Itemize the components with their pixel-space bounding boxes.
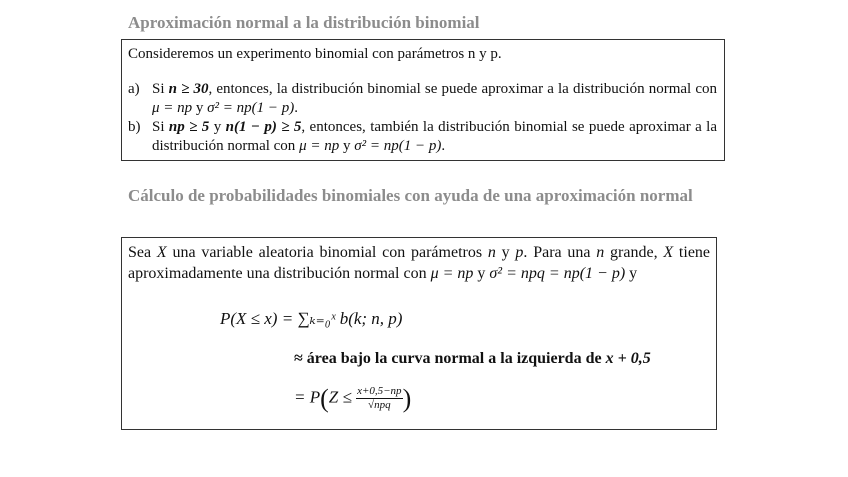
item-label: b) — [128, 119, 141, 135]
intro-text: Consideremos un experimento binomial con parámetros n y p. — [128, 46, 502, 62]
condition-formula: np ≥ 5 — [168, 119, 210, 135]
sqrt-icon: √ — [368, 399, 375, 411]
paragraph-part: y — [473, 265, 490, 282]
condition-formula: n ≥ 30 — [168, 81, 209, 97]
sqrt-radicand: npq — [374, 399, 391, 411]
item-text-part: y — [209, 119, 226, 135]
equation-prefix: = P — [294, 387, 321, 407]
open-paren-icon: ( — [320, 384, 329, 413]
fraction-numerator: x+0,5−np — [357, 385, 402, 397]
section-title-calculation: Cálculo de probabilidades binomiales con ayuda de una aproximación normal — [128, 186, 693, 205]
equation-area — [294, 348, 651, 369]
paragraph-part: y — [625, 265, 638, 282]
item-text-part: . — [441, 138, 446, 154]
equation-inner: Z ≤ — [328, 387, 352, 407]
approx-symbol: ≈ — [294, 350, 307, 367]
item-text-part: Si — [152, 81, 169, 97]
paragraph-part: tiene aproximadamente una distribución normal con — [128, 244, 711, 282]
calculation-box — [121, 237, 717, 430]
paragraph-part: una variable aleatoria binomial con parámetros — [166, 244, 488, 261]
mean-formula: μ = np — [152, 100, 193, 116]
variable: p — [515, 244, 524, 261]
approximation-box — [121, 39, 725, 161]
item-text-part: , entonces, también la distribución binomial se puede aproximar a la distribución normal con — [152, 119, 718, 154]
item-text-part: y — [192, 100, 208, 116]
list-item-b — [128, 118, 717, 156]
variable: n — [487, 244, 496, 261]
variance-formula: σ² = np(1 − p) — [207, 100, 295, 116]
equation-text: área bajo la curva normal a la izquierda de — [306, 350, 606, 367]
paragraph-part: y — [495, 244, 516, 261]
fraction — [356, 385, 402, 412]
item-text-part: , entonces, la distribución binomial se puede aproximar a la distribución normal con — [208, 81, 717, 97]
variable: X — [663, 244, 674, 261]
item-text — [152, 118, 717, 156]
item-text-part: y — [339, 138, 355, 154]
equation-standardized — [294, 385, 411, 412]
variance-formula: σ² = npq = np(1 − p) — [489, 265, 626, 282]
variance-formula: σ² = np(1 − p) — [354, 138, 442, 154]
variable: X — [156, 244, 167, 261]
variable: x + 0,5 — [605, 350, 651, 367]
paragraph-part: grande, — [604, 244, 664, 261]
variable: n — [596, 244, 605, 261]
item-text-part: . — [294, 100, 299, 116]
item-label: a) — [128, 81, 140, 97]
equation-cumulative: P(X ≤ x) = ∑ₖ₌₀ˣ b(k; n, p) — [220, 309, 403, 328]
list-item-a — [128, 80, 717, 118]
close-paren-icon: ) — [402, 384, 412, 413]
paragraph-part: Sea — [128, 244, 157, 261]
paragraph-part: . Para una — [523, 244, 597, 261]
section-title-approximation: Aproximación normal a la distribución binomial — [128, 13, 480, 32]
definition-paragraph — [128, 242, 710, 284]
mean-formula: μ = np — [430, 265, 474, 282]
fraction-denominator — [368, 399, 391, 412]
item-text-part: Si — [152, 119, 169, 135]
mean-formula: μ = np — [299, 138, 340, 154]
item-text — [152, 80, 717, 118]
condition-formula: n(1 − p) ≥ 5 — [225, 119, 302, 135]
